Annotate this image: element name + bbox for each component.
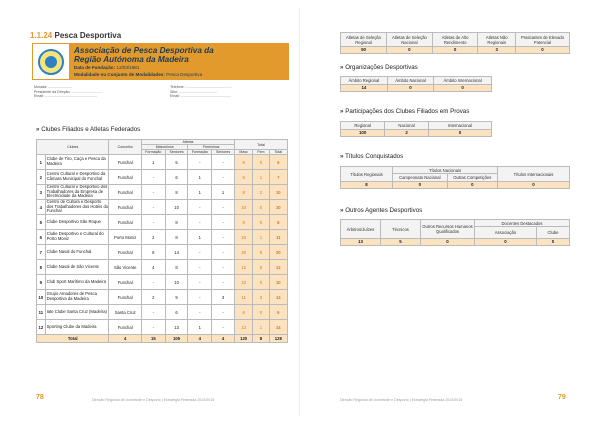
cell-total: 11 [269, 230, 287, 245]
cell-ff: - [188, 275, 212, 290]
cell-mf: 2 [141, 290, 165, 305]
cell-mf: 6 [141, 245, 165, 260]
athletes-summary-table: Atletas de Seleção Regional Atletas de Seleção Nacional Atletas de Alto Rendimento Atletas Não Regionais Praticantes de Elevado Potencial 50 0 0 3 0 [340, 32, 570, 54]
cell-n: 10 [37, 290, 46, 305]
cell-ff: 1 [188, 185, 212, 200]
col-concelho: Concelho [109, 140, 141, 155]
founded-line: Data de Fundação: 12/03/1981 [74, 65, 140, 70]
cell-ff: 1 [188, 320, 212, 335]
clubs-table: Clubes Concelho Atletas Total Masculinos Femininos Formação Seniores Formação Seniores Masc Fem Total 1 Clube de Tiro, Caça e Pesca da Madeira Funchal 1 5 - - 6 0 6 2 Centro Cultural e Desportivo da Câmara Municipal do Funchal Funchal - 6 1 - 6 1 7 3 Centro Cultural e Desportivo dos Trabalhadores da Empresa de Electricidade da Madeira Funchal - 8 1 1 8 2 10 4 Centro de Cultura e Desporto dos Trabalhadores dos Hotéis do Funchal Funchal - 10 - - 10 0 10 5 Clube Desportivo São Roque Funchal - 8 - - 8 0 8 6 Clube Desportivo e Cultural do Porto Moniz Porto Moniz 2 8 1 - 10 1 11 7 Clube Naval do Funchal Funchal 6 14 - - 20 0 20 8 Clube Naval de São Vicente São Vicente 4 8 - - 12 0 12 9 Club Sport Marítimo da Madeira Funchal - 10 - - 10 0 10 10 Grupo Amadores de Pesca Desportiva da Madeira Funchal 2 9 - 3 11 3 14 11 Iate Clube Santa Cruz (Madeira) Santa Cruz - 6 - - 6 0 6 12 Sporting Clube da Madeira Funchal - 13 1 - 13 1 14 Total 4 15 105 4 4 120 8 128 [36, 139, 288, 343]
association-logo [33, 44, 69, 79]
cell-club: Sporting Clube da Madeira [45, 320, 109, 335]
cell-n: 8 [37, 260, 46, 275]
cell-fem: 1 [253, 320, 269, 335]
cell-ms: 8 [165, 185, 188, 200]
titles-table: Títulos Regionais Títulos Nacionais Títulos Internacionais Campeonato Nacional Outras Competições 8 0 0 0 [340, 166, 570, 189]
cell-ms: 14 [165, 245, 188, 260]
cell-fs: - [212, 200, 235, 215]
cell-mf: 4 [141, 260, 165, 275]
cell-fs: 3 [212, 290, 235, 305]
cell-club: Centro de Cultura e Desporto dos Trabalhadores dos Hotéis do Funchal [46, 199, 109, 214]
fish-emblem-icon [38, 49, 64, 75]
cell-concelho: Santa Cruz [109, 305, 141, 320]
contact-left: Morada: ........................ Presidente da Direção: ............................... Email: .................................................... [34, 85, 103, 99]
cell-masc: 10 [234, 275, 252, 290]
cell-concelho: Funchal [109, 200, 141, 215]
total-row: Total 4 15 105 4 4 120 8 128 [37, 335, 288, 343]
cell-club: Iate Clube Santa Cruz (Madeira) [45, 305, 109, 320]
association-name-line1: Associação de Pesca Desportiva da [74, 46, 214, 55]
cell-mf: - [141, 275, 165, 290]
cell-ff: - [188, 245, 212, 260]
cell-club: Clube Desportivo São Roque [45, 215, 109, 230]
cell-fem: 2 [253, 185, 269, 200]
cell-ms: 9 [165, 290, 188, 305]
cell-ms: 10 [165, 200, 188, 215]
cell-n: 7 [37, 245, 46, 260]
cell-fem: 1 [253, 230, 269, 245]
club-row [37, 170, 288, 185]
cell-total: 6 [269, 155, 287, 170]
cell-concelho: Funchal [109, 170, 141, 185]
cell-ff: - [188, 200, 212, 215]
org-table: Âmbito Regional Âmbito Nacional Âmbito Internacional 14 0 0 [340, 76, 492, 92]
cell-ms: 6 [165, 170, 188, 185]
cell-mf: - [141, 185, 165, 200]
cell-ff: - [188, 260, 212, 275]
cell-total: 10 [269, 185, 287, 200]
club-row [37, 230, 288, 245]
cell-club: Clube Naval de São Vicente [45, 260, 109, 275]
cell-masc: 6 [234, 155, 252, 170]
cell-n: 2 [37, 170, 46, 185]
cell-ms: 8 [165, 230, 188, 245]
cell-fem: 0 [253, 305, 269, 320]
cell-fs: - [212, 305, 235, 320]
cell-club: Clube Desportivo e Cultural do Porto Moniz [45, 230, 109, 245]
cell-n: 9 [37, 275, 46, 290]
cell-concelho: Porto Moniz [109, 230, 141, 245]
cell-concelho: Funchal [109, 320, 141, 335]
cell-total: 6 [269, 305, 287, 320]
cell-mf: - [141, 200, 165, 215]
cell-masc: 10 [234, 230, 252, 245]
cell-n: 3 [37, 185, 46, 200]
cell-masc: 20 [234, 245, 252, 260]
cell-fs: - [212, 215, 235, 230]
page-number-right: 79 [558, 394, 566, 401]
cell-total: 7 [269, 170, 287, 185]
cell-concelho: Funchal [109, 155, 141, 170]
footer-right: Direção Regional de Juventude e Desporto | Estratégia Federada 2014/2015 [340, 398, 463, 402]
cell-club: Centro Cultural e Desportivo dos Trabalhadores da Empresa de Electricidade da Madeira [46, 184, 108, 199]
cell-n: 12 [37, 320, 46, 335]
modality-line: Modalidade ou Conjunto de Modalidades: Pesca Desportiva [74, 72, 203, 77]
cell-concelho: Funchal [109, 245, 141, 260]
cell-concelho: Funchal [109, 185, 141, 200]
right-page [300, 0, 600, 424]
agents-table: Árbitros/Juízes Técnicos Outros Recursos Humanos Qualificados Docentes Destacados Associação Clube 13 5 0 0 0 [340, 219, 570, 246]
cell-mf: - [141, 320, 165, 335]
association-name-line2: Região Autónoma da Madeira [74, 55, 189, 64]
cell-mf: - [141, 215, 165, 230]
cell-total: 8 [269, 215, 287, 230]
club-row [37, 260, 288, 275]
cell-club: Clube de Tiro, Caça e Pesca da Madeira [45, 155, 109, 170]
cell-club: Clube Naval do Funchal [45, 245, 109, 260]
cell-concelho: Funchal [109, 275, 141, 290]
cell-masc: 6 [234, 305, 252, 320]
cell-n: 4 [37, 200, 46, 215]
titles-heading: » Títulos Conquistados [340, 153, 404, 160]
cell-mf: 1 [141, 155, 165, 170]
cell-total: 14 [269, 320, 287, 335]
cell-ff: - [188, 290, 212, 305]
col-total-group: Total [234, 140, 287, 150]
cell-n: 11 [37, 305, 46, 320]
cell-masc: 8 [234, 185, 252, 200]
club-row [37, 305, 288, 320]
cell-fem: 0 [253, 260, 269, 275]
cell-mf: - [141, 170, 165, 185]
cell-masc: 6 [234, 170, 252, 185]
cell-fs: - [212, 170, 235, 185]
cell-masc: 8 [234, 215, 252, 230]
cell-fs: 1 [212, 185, 235, 200]
club-row [37, 185, 288, 200]
cell-n: 5 [37, 215, 46, 230]
cell-masc: 11 [234, 290, 252, 305]
cell-total: 10 [269, 200, 287, 215]
club-row [37, 245, 288, 260]
cell-ms: 8 [165, 260, 188, 275]
cell-n: 6 [37, 230, 46, 245]
section-title [30, 31, 121, 40]
cell-club: Grupo Amadores de Pesca Desportiva da Madeira [45, 290, 109, 305]
section-number: 1.1.24 [30, 31, 53, 40]
cell-concelho: Funchal [109, 215, 141, 230]
club-row [37, 215, 288, 230]
cell-total: 20 [269, 245, 287, 260]
cell-n: 1 [37, 155, 46, 170]
cell-club: Club Sport Marítimo da Madeira [45, 275, 109, 290]
section-title-text: Pesca Desportiva [54, 31, 122, 40]
club-row [37, 275, 288, 290]
cell-mf: - [141, 305, 165, 320]
cell-ms: 5 [165, 155, 188, 170]
cell-ms: 8 [165, 215, 188, 230]
cell-fem: 0 [253, 155, 269, 170]
cell-total: 10 [269, 275, 287, 290]
cell-masc: 10 [234, 200, 252, 215]
club-row [37, 290, 288, 305]
cell-ms: 13 [165, 320, 188, 335]
org-heading: » Organizações Desportivas [340, 64, 418, 71]
cell-fem: 1 [253, 170, 269, 185]
cell-fem: 3 [253, 290, 269, 305]
cell-fs: - [212, 260, 235, 275]
cell-ff: - [188, 305, 212, 320]
cell-fs: - [212, 245, 235, 260]
cell-ff: 1 [188, 170, 212, 185]
cell-fem: 0 [253, 245, 269, 260]
association-banner [32, 43, 289, 80]
cell-fem: 0 [253, 200, 269, 215]
agents-heading: » Outros Agentes Desportivos [340, 207, 423, 214]
club-row [37, 155, 288, 170]
cell-fs: - [212, 320, 235, 335]
cell-masc: 12 [234, 260, 252, 275]
cell-fem: 0 [253, 215, 269, 230]
club-row [37, 320, 288, 335]
col-femininos: Femininos [188, 145, 235, 150]
cell-fs: - [212, 230, 235, 245]
participation-table: Regional Nacional Internacional 100 2 0 [340, 121, 492, 137]
cell-fs: - [212, 155, 235, 170]
cell-ms: 10 [165, 275, 188, 290]
cell-total: 14 [269, 290, 287, 305]
cell-concelho: Funchal [109, 290, 141, 305]
cell-mf: 2 [141, 230, 165, 245]
col-clubes: Clubes [37, 140, 109, 155]
club-row [37, 200, 288, 215]
footer-left: Direção Regional de Juventude e Desporto | Estratégia Federada 2014/2015 [92, 398, 215, 402]
page-number-left: 78 [36, 394, 44, 401]
cell-club: Centro Cultural e Desportivo da Câmara Municipal do Funchal [45, 170, 109, 185]
cell-fs: - [212, 275, 235, 290]
cell-fem: 0 [253, 275, 269, 290]
col-masculinos: Masculinos [141, 145, 188, 150]
cell-total: 12 [269, 260, 287, 275]
cell-concelho: São Vicente [109, 260, 141, 275]
col-atletas: Atletas [141, 140, 234, 145]
contact-right: Telefone: .............................................. Sitio: ...................................... Email: .................................................. [170, 85, 232, 99]
cell-masc: 13 [234, 320, 252, 335]
cell-ff: 1 [188, 230, 212, 245]
cell-ff: - [188, 155, 212, 170]
clubs-heading: » Clubes Filiados e Atletas Federados [36, 126, 141, 133]
cell-ms: 6 [165, 305, 188, 320]
participation-heading: » Participações dos Clubes Filiados em Provas [340, 108, 470, 115]
cell-ff: - [188, 215, 212, 230]
